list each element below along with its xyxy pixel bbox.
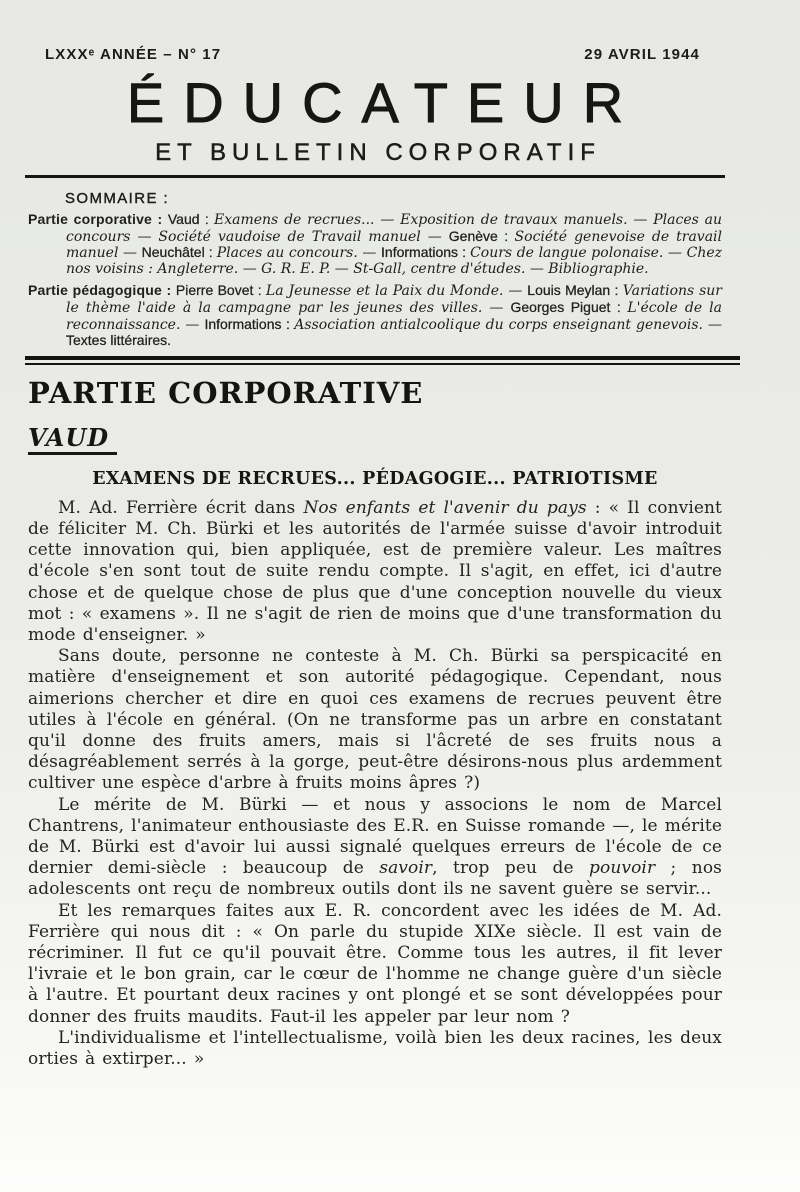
paragraph-4: Et les remarques faites aux E. R. concordent avec les idées de M. Ad. Ferrière qui nous dit : « On parle du stupide XIXe siècle. Il est vain de récriminer. Il fut ce qu'il pouvait être. Comme tous les autres, il fit lever l'ivraie et le bon grain, car le cœur de l'homme ne change guère d'un siècle à l'autre. Et pourtant deux racines y ont plongé et se sont développées pour donner des fruits maudits. Faut-il les appeler par leur nom ? xyxy=(28,900,722,1027)
issue-number: LXXXᵉ ANNÉE – N° 17 xyxy=(45,46,222,63)
article xyxy=(28,375,722,1070)
publication-subtitle: ET BULLETIN CORPORATIF xyxy=(155,139,601,166)
sommaire-entry-corporative: Partie corporative : Vaud : Examens de recrues... — Exposition de travaux manuels. — Places au concours — Société vaudoise de Travail manuel — Genève : Société genevoise de travail manuel — Neuchâtel : Places au concours. — Informations : Cours de langue polonaise. — Chez nos voisins : Angleterre. — G. R. E. P. — St-Gall, centre d'études. — Bibliographie. xyxy=(28,211,723,277)
sommaire-entry-pedagogique: Partie pédagogique : Pierre Bovet : La Jeunesse et la Paix du Monde. — Louis Meylan : Variations sur le thème l'aide à la campagne par les jeunes des villes. — Georges Piguet : L'école de la reconnaissance. — Informations : Association antialcoolique du corps enseignant genevois. — Textes littéraires. xyxy=(28,282,723,349)
paragraph-2: Sans doute, personne ne conteste à M. Ch. Bürki sa perspicacité en matière d'enseignement et son autorité pédagogique. Cependant, nous aimerions chercher et dire en quoi ces examens de recrues peuvent être utiles à l'école en général. (On ne transforme pas un arbre en constatant qu'il donne des fruits amers, mais si l'âcreté de ses fruits nous a désagréablement serrés à la gorge, peut-être désirons-nous plus ardemment cultiver une espèce d'arbre à fruits moins âpres ?) xyxy=(28,646,722,794)
article-title: EXAMENS DE RECRUES... PÉDAGOGIE... PATRIOTISME xyxy=(92,468,658,489)
masthead-rule xyxy=(25,175,725,178)
sommaire-section xyxy=(28,191,722,350)
masthead xyxy=(28,0,722,166)
section-title: PARTIE CORPORATIVE xyxy=(28,375,424,410)
paragraph-3: Le mérite de M. Bürki — et nous y associons le nom de Marcel Chantrens, l'animateur enthousiaste des E.R. en Suisse romande —, le mérite de M. Bürki est d'avoir lui aussi signalé quelques erreurs de l'école de ce dernier demi-siècle : beaucoup de savoir, trop peu de pouvoir ; nos adolescents ont reçu de nombreux outils dont ils ne savent guère se servir... xyxy=(28,794,722,900)
issue-date: 29 AVRIL 1944 xyxy=(584,46,700,63)
issue-line xyxy=(45,0,700,64)
paragraph-5: L'individualisme et l'intellectualisme, voilà bien les deux racines, les deux orties à extirper... » xyxy=(28,1027,722,1070)
sommaire-heading: SOMMAIRE : xyxy=(65,190,170,207)
sommaire-divider-rule xyxy=(25,356,740,365)
region-heading xyxy=(28,423,722,455)
paragraph-1: M. Ad. Ferrière écrit dans Nos enfants et l'avenir du pays : « Il convient de féliciter M. Ch. Bürki et les autorités de l'armée suisse d'avoir introduit cette innovation qui, bien appliquée, est de première valeur. Les maîtres d'école s'en sont tout de suite rendu compte. Il s'agit, en effet, ici d'autre chose et de quelque chose de plus que d'une conception nouvelle du vieux mot : « examens ». Il ne s'agit de rien de moins que d'une transformation du mode d'enseigner. » xyxy=(28,497,722,645)
region-label: VAUD xyxy=(28,425,117,455)
article-body xyxy=(28,498,722,1070)
publication-title: ÉDUCATEUR xyxy=(126,71,643,134)
